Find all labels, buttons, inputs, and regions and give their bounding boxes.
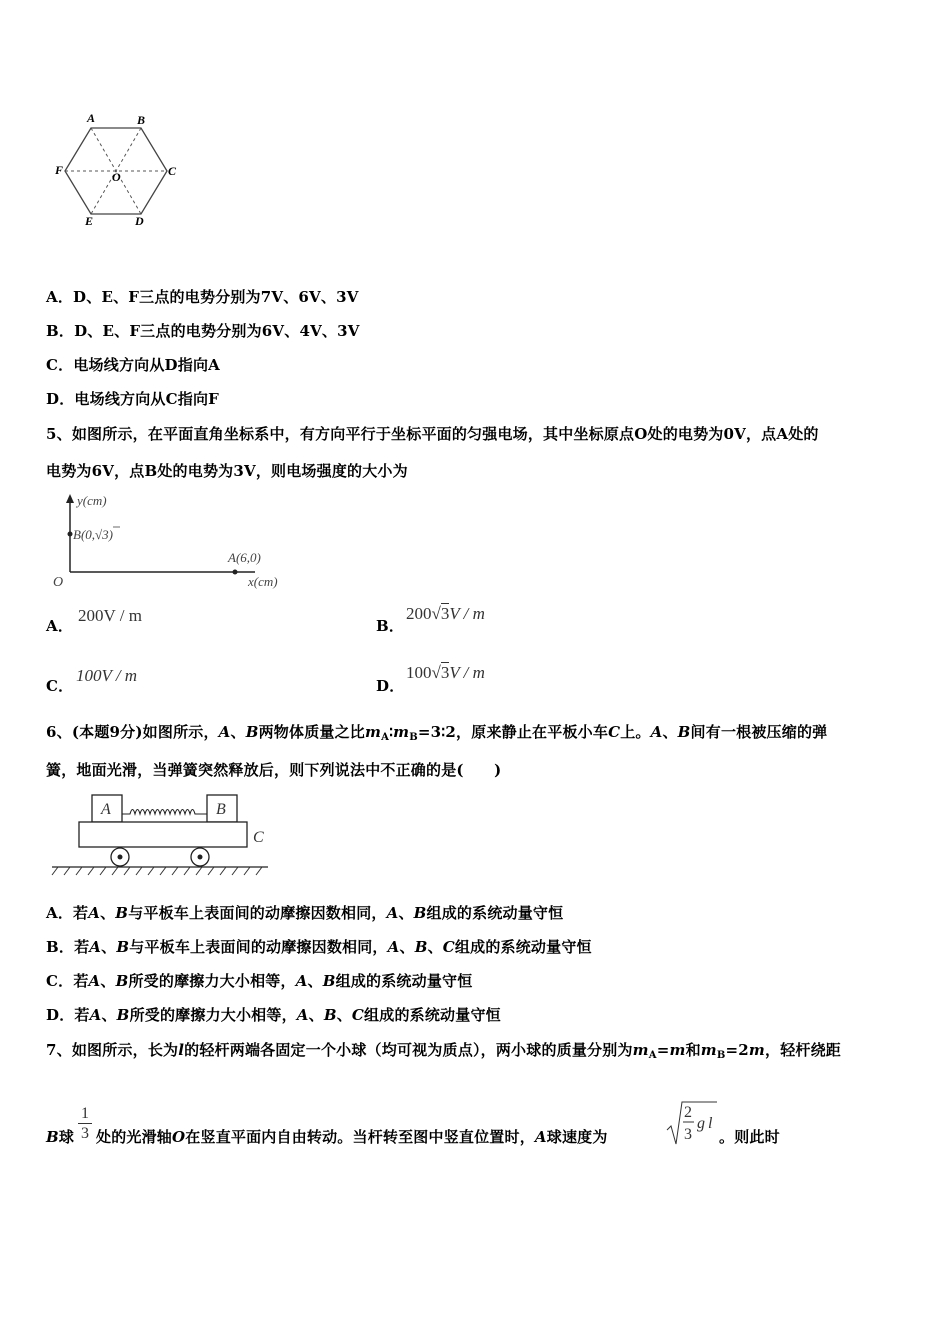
q7-stem-line2-start: B球 xyxy=(46,1128,75,1146)
vertex-b: B xyxy=(137,113,146,127)
q5-coordinate-figure xyxy=(50,490,300,595)
q6-stem-line2: 簧，地面光滑，当弹簧突然释放后，则下列说法中不正确的是( ) xyxy=(46,761,502,779)
q4-option-a[interactable]: A．D、E、F三点的电势分别为7V、6V、3V xyxy=(46,288,359,306)
svg-text:3: 3 xyxy=(684,1126,692,1143)
q5-stem-line2: 电势为6V，点B处的电势为3V，则电场强度的大小为 xyxy=(46,462,408,480)
vertex-a: A xyxy=(87,111,96,125)
vertex-e: E xyxy=(85,214,94,228)
q4-option-b[interactable]: B．D、E、F三点的电势分别为6V、4V、3V xyxy=(46,322,360,340)
cart-label: C xyxy=(253,829,264,846)
vertex-c: C xyxy=(168,164,177,178)
q6-option-b[interactable]: B．若A、B与平板车上表面间的动摩擦因数相同，A、B、C组成的系统动量守恒 xyxy=(46,938,592,956)
q5-option-c[interactable]: C． xyxy=(46,677,74,695)
q6-cart-figure xyxy=(50,790,275,880)
q7-fraction-one-third: 1 3 xyxy=(78,1104,92,1143)
y-axis-label: y(cm) xyxy=(77,493,107,508)
vertex-d: D xyxy=(135,214,144,228)
origin-label: O xyxy=(53,575,64,590)
svg-text:2: 2 xyxy=(684,1104,692,1121)
q4-option-d[interactable]: D．电场线方向从C指向F xyxy=(46,390,220,408)
vertex-f: F xyxy=(55,163,64,177)
q5-option-d[interactable]: D． xyxy=(376,677,405,695)
q5-option-a-value: 200V / m xyxy=(78,606,142,625)
point-a-label: A(6,0) xyxy=(228,550,261,565)
q5-stem-line1: 5、如图所示，在平面直角坐标系中，有方向平行于坐标平面的匀强电场，其中坐标原点O处的电势为0V，点A处的 xyxy=(46,425,819,443)
svg-text:g: g xyxy=(697,1115,705,1132)
q6-option-d[interactable]: D．若A、B所受的摩擦力大小相等，A、B、C组成的系统动量守恒 xyxy=(46,1006,501,1024)
q6-option-a[interactable]: A．若A、B与平板车上表面间的动摩擦因数相同，A、B组成的系统动量守恒 xyxy=(46,904,564,922)
q5-option-b[interactable]: B． xyxy=(376,617,405,635)
q6-option-c[interactable]: C．若A、B所受的摩擦力大小相等，A、B组成的系统动量守恒 xyxy=(46,972,473,990)
q7-sqrt-expression xyxy=(666,1098,718,1150)
q4-option-c[interactable]: C．电场线方向从D指向A xyxy=(46,356,220,374)
x-axis-label: x(cm) xyxy=(248,574,278,589)
block-a-label: A xyxy=(101,801,111,818)
q7-stem-line1: 7、如图所示，长为l的轻杆两端各固定一个小球（均可视为质点），两小球的质量分别为$m_A=m$和$m_B=2m$，轻杆绕距 xyxy=(46,1041,842,1061)
q5-option-a[interactable]: A． xyxy=(46,617,74,635)
svg-text:l: l xyxy=(708,1115,713,1132)
q6-stem-line1: 6、(本题9分)如图所示，A、B两物体质量之比$m_A∶m_B=3∶2$，原来静止在平板小车C上。A、B间有一根被压缩的弹 xyxy=(46,723,828,743)
point-b-label: B(0,√3) xyxy=(73,527,114,542)
block-b-label: B xyxy=(216,801,226,818)
hexagon-figure xyxy=(55,108,195,233)
q5-option-c-value: 100V / m xyxy=(76,666,138,685)
vertex-o: O xyxy=(112,170,121,184)
q7-stem-line2-end: 。则此时 xyxy=(719,1128,780,1146)
q7-stem-line2-mid: 处的光滑轴O在竖直平面内自由转动。当杆转至图中竖直位置时，A球速度为 xyxy=(96,1128,608,1146)
q5-option-d-value: 100√3V / m xyxy=(406,663,485,682)
q5-option-b-value: 200√3V / m xyxy=(406,604,485,623)
